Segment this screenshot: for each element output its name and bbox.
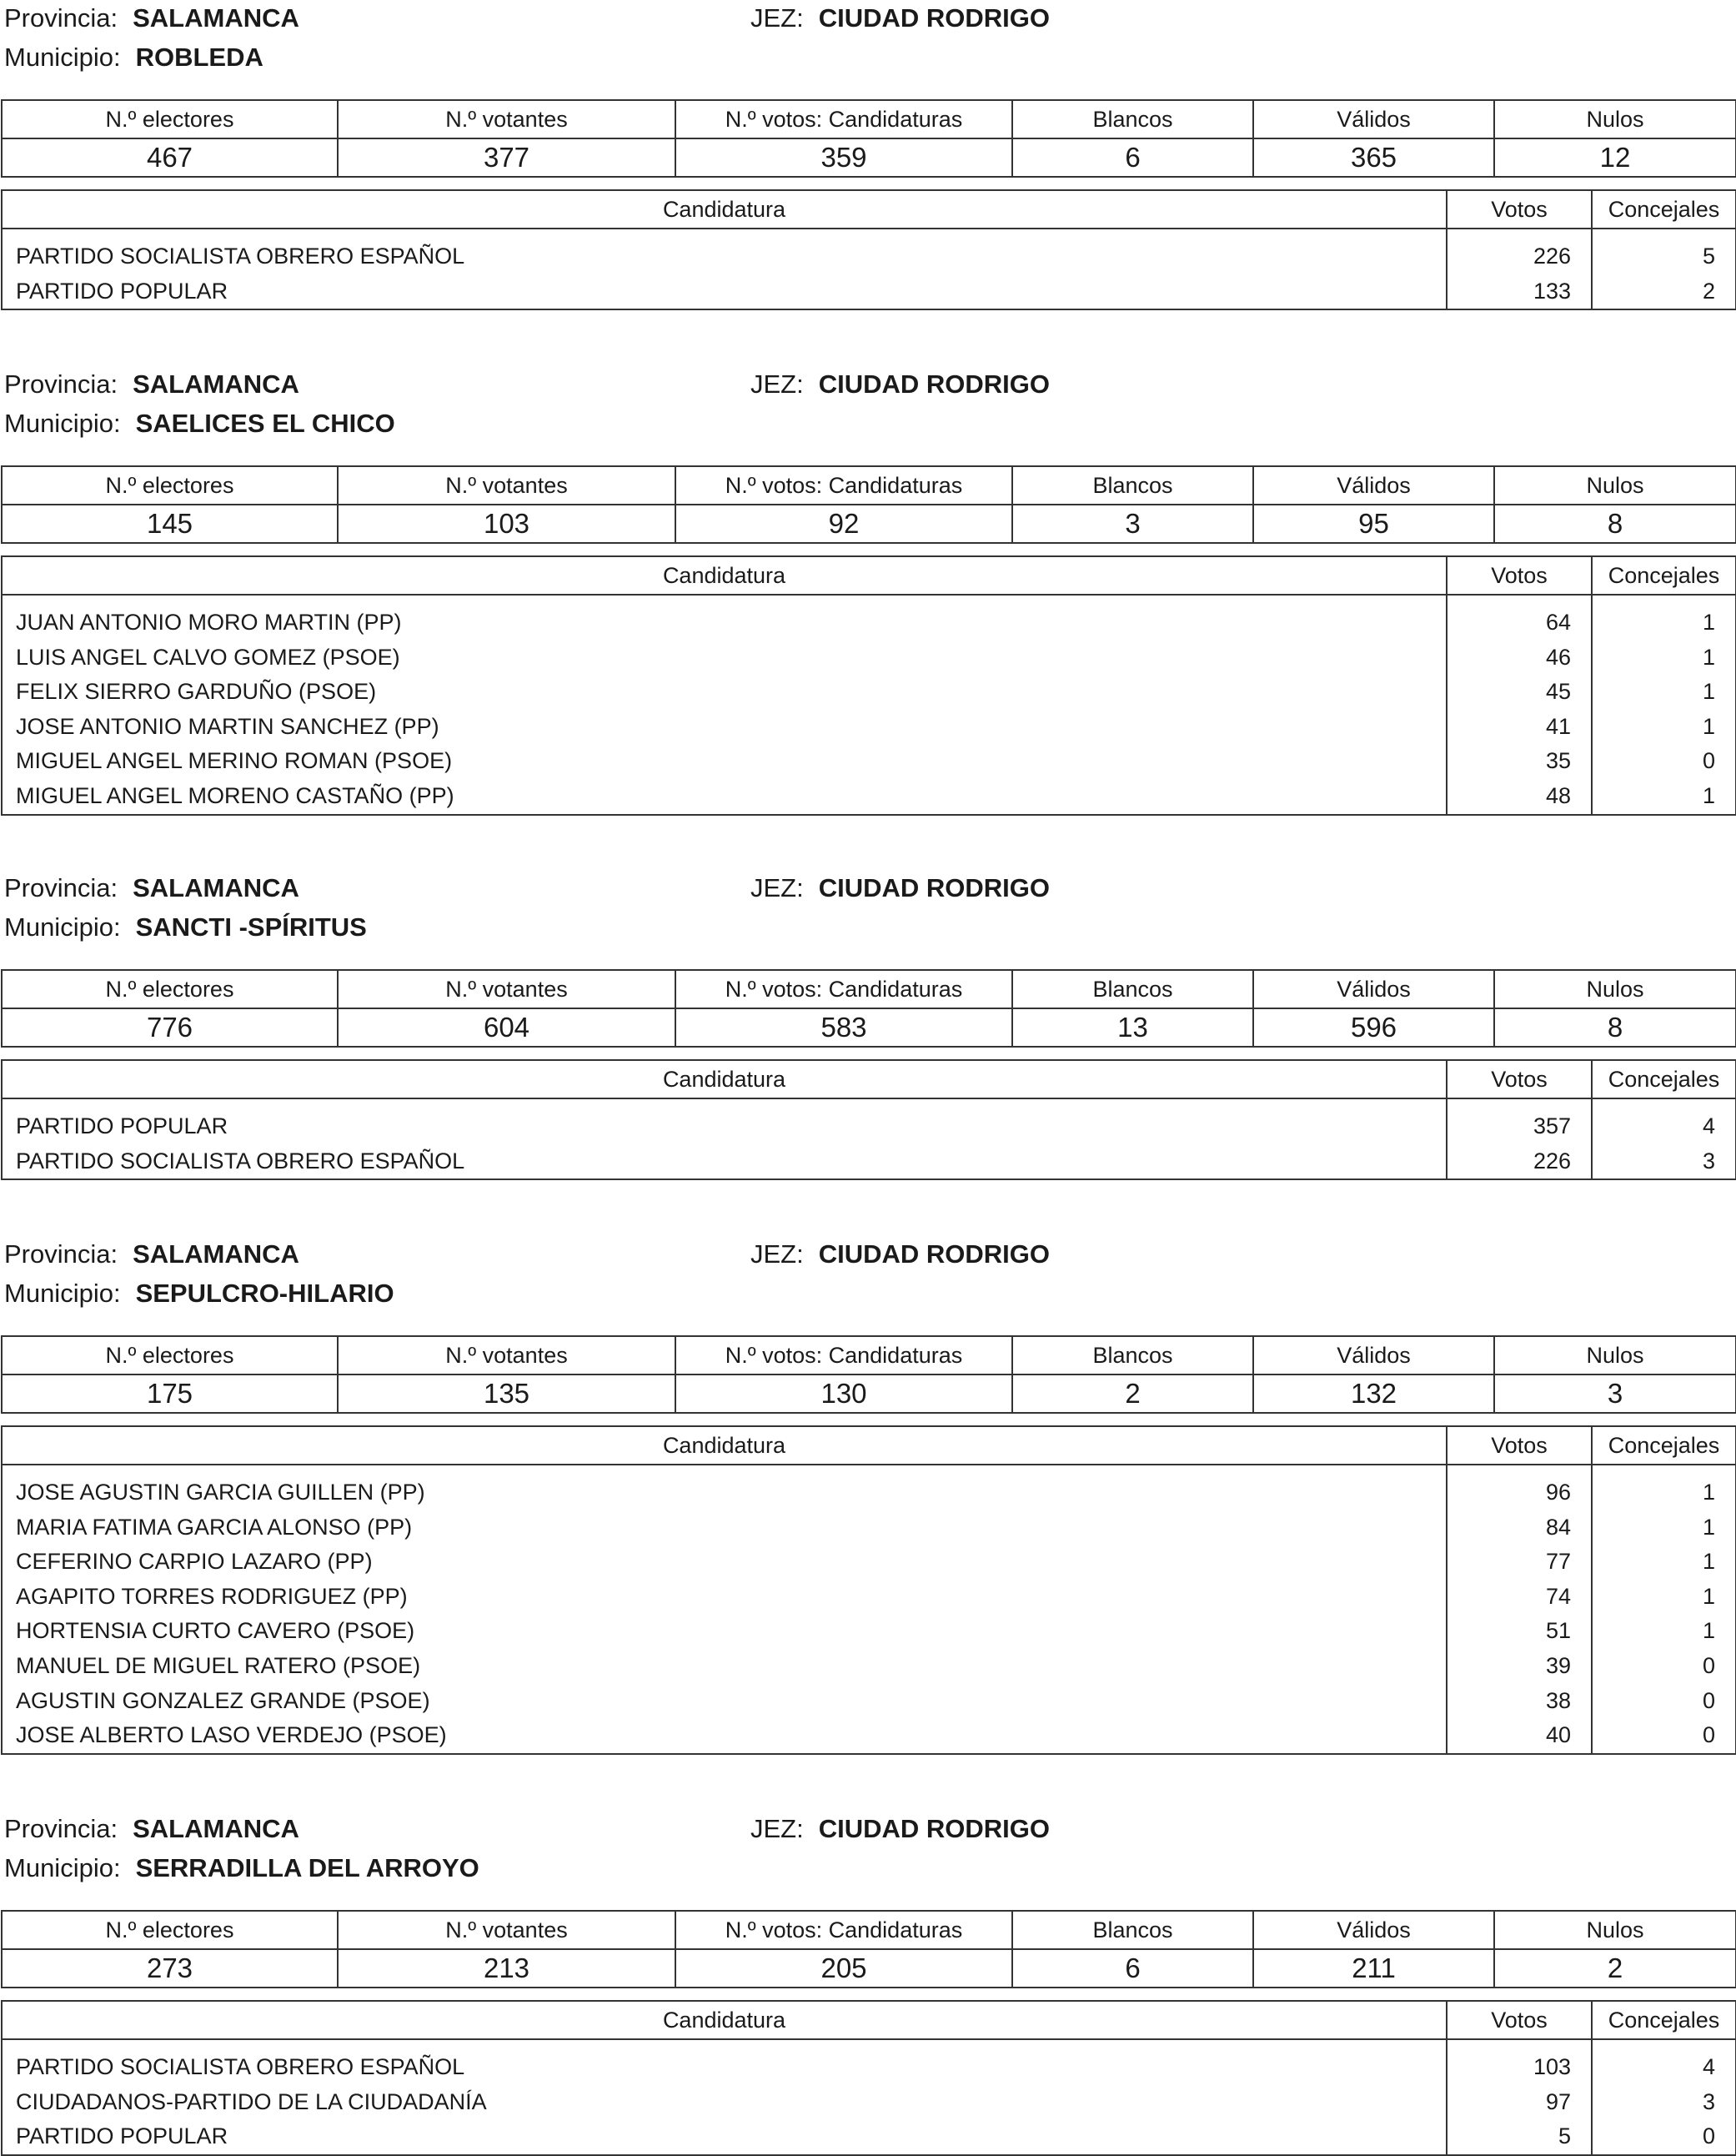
stats-table: [1, 1335, 1736, 1414]
stats-header-validos: Válidos: [1253, 100, 1494, 138]
candidatura-concejales: 0: [1592, 744, 1736, 779]
candidatura-concejales: 1: [1592, 1510, 1736, 1545]
stats-value-nulos: 8: [1494, 505, 1736, 543]
candidatura-concejales: 0: [1592, 1649, 1736, 1684]
candidatura-name: FELIX SIERRO GARDUÑO (PSOE): [2, 675, 1447, 710]
stats-value-electores: 273: [2, 1949, 338, 1988]
candidaturas-table: [1, 555, 1736, 816]
municipio-line: [4, 1853, 479, 1883]
jez-line: [750, 873, 1050, 903]
header-votos: Votos: [1447, 190, 1592, 229]
stats-value-votos_candidaturas: 92: [675, 505, 1012, 543]
spacer-cell: [2, 1098, 1447, 1109]
candidatura-name: MIGUEL ANGEL MERINO ROMAN (PSOE): [2, 744, 1447, 779]
stats-header-nulos: Nulos: [1494, 100, 1736, 138]
candidatura-votos: 46: [1447, 641, 1592, 676]
stats-value-row: [2, 505, 1736, 543]
stats-value-electores: 467: [2, 138, 338, 177]
candidatura-votos: 97: [1447, 2085, 1592, 2120]
candidatura-row: [2, 710, 1736, 745]
stats-header-votos_candidaturas: N.º votos: Candidaturas: [675, 1336, 1012, 1375]
spacer-cell: [1592, 595, 1736, 606]
provincia-value: SALAMANCA: [133, 1239, 299, 1269]
stats-header-blancos: Blancos: [1012, 1336, 1253, 1375]
spacer-row: [2, 1098, 1736, 1109]
spacer-cell: [1447, 2039, 1592, 2050]
header-concejales: Concejales: [1592, 190, 1736, 229]
candidaturas-table: [1, 189, 1736, 310]
candidatura-name: HORTENSIA CURTO CAVERO (PSOE): [2, 1614, 1447, 1649]
stats-value-votos_candidaturas: 359: [675, 138, 1012, 177]
stats-header-row: [2, 100, 1736, 138]
stats-header-blancos: Blancos: [1012, 466, 1253, 505]
candidatura-votos: 357: [1447, 1109, 1592, 1144]
spacer-cell: [1447, 1465, 1592, 1475]
jez-line: [750, 3, 1050, 33]
municipio-label: Municipio:: [4, 1279, 121, 1308]
municipio-label: Municipio:: [4, 43, 121, 72]
municipio-name: SANCTI -SPÍRITUS: [135, 912, 367, 942]
stats-value-validos: 95: [1253, 505, 1494, 543]
provincia-label: Provincia:: [4, 369, 118, 399]
candidatura-row: [2, 274, 1736, 310]
header-candidatura: Candidatura: [2, 1426, 1447, 1465]
stats-value-votantes: 604: [338, 1008, 675, 1047]
stats-value-validos: 365: [1253, 138, 1494, 177]
candidatura-concejales: 1: [1592, 1545, 1736, 1580]
header-votos: Votos: [1447, 1060, 1592, 1098]
stats-value-blancos: 2: [1012, 1375, 1253, 1413]
municipio-line: [4, 912, 367, 942]
candidatura-votos: 84: [1447, 1510, 1592, 1545]
stats-header-votantes: N.º votantes: [338, 1911, 675, 1949]
candidatura-row: [2, 1545, 1736, 1580]
provincia-label: Provincia:: [4, 873, 118, 902]
candidatura-row: [2, 1475, 1736, 1510]
spacer-cell: [1447, 229, 1592, 239]
candidatura-concejales: 1: [1592, 641, 1736, 676]
stats-header-votos_candidaturas: N.º votos: Candidaturas: [675, 100, 1012, 138]
stats-header-blancos: Blancos: [1012, 100, 1253, 138]
candidatura-row: [2, 2119, 1736, 2155]
stats-value-nulos: 12: [1494, 138, 1736, 177]
municipio-label: Municipio:: [4, 409, 121, 438]
candidatura-votos: 226: [1447, 1144, 1592, 1180]
candidatura-votos: 103: [1447, 2050, 1592, 2085]
provincia-line: [4, 1239, 299, 1269]
candidatura-row: [2, 675, 1736, 710]
spacer-cell: [1592, 1098, 1736, 1109]
stats-header-blancos: Blancos: [1012, 1911, 1253, 1949]
stats-header-row: [2, 466, 1736, 505]
header-votos: Votos: [1447, 556, 1592, 595]
provincia-line: [4, 1814, 299, 1844]
stats-value-blancos: 6: [1012, 1949, 1253, 1988]
header-candidatura: Candidatura: [2, 190, 1447, 229]
stats-value-row: [2, 1008, 1736, 1047]
candidatura-concejales: 4: [1592, 1109, 1736, 1144]
stats-value-row: [2, 1949, 1736, 1988]
candidatura-row: [2, 1580, 1736, 1615]
candidatura-row: [2, 606, 1736, 641]
stats-header-validos: Válidos: [1253, 466, 1494, 505]
stats-header-electores: N.º electores: [2, 466, 338, 505]
candidatura-row: [2, 2050, 1736, 2085]
spacer-cell: [1592, 2039, 1736, 2050]
header-concejales: Concejales: [1592, 1060, 1736, 1098]
provincia-value: SALAMANCA: [133, 873, 299, 902]
stats-header-row: [2, 1336, 1736, 1375]
candidaturas-header-row: [2, 556, 1736, 595]
stats-header-validos: Válidos: [1253, 970, 1494, 1008]
stats-header-row: [2, 1911, 1736, 1949]
jez-label: JEZ:: [750, 369, 804, 399]
candidatura-name: LUIS ANGEL CALVO GOMEZ (PSOE): [2, 641, 1447, 676]
spacer-cell: [1447, 1098, 1592, 1109]
municipio-line: [4, 43, 263, 73]
stats-value-votantes: 377: [338, 138, 675, 177]
candidatura-concejales: 0: [1592, 2119, 1736, 2155]
jez-value: CIUDAD RODRIGO: [818, 3, 1051, 33]
candidatura-row: [2, 641, 1736, 676]
candidatura-name: AGUSTIN GONZALEZ GRANDE (PSOE): [2, 1684, 1447, 1719]
municipio-label: Municipio:: [4, 912, 121, 942]
provincia-line: [4, 873, 299, 903]
candidatura-concejales: 2: [1592, 274, 1736, 310]
provincia-value: SALAMANCA: [133, 1814, 299, 1843]
header-votos: Votos: [1447, 1426, 1592, 1465]
candidatura-row: [2, 1649, 1736, 1684]
spacer-row: [2, 2039, 1736, 2050]
jez-value: CIUDAD RODRIGO: [818, 369, 1051, 399]
jez-line: [750, 1239, 1050, 1269]
candidatura-name: MARIA FATIMA GARCIA ALONSO (PP): [2, 1510, 1447, 1545]
candidatura-name: PARTIDO SOCIALISTA OBRERO ESPAÑOL: [2, 2050, 1447, 2085]
candidatura-name: JUAN ANTONIO MORO MARTIN (PP): [2, 606, 1447, 641]
candidatura-votos: 96: [1447, 1475, 1592, 1510]
candidatura-votos: 64: [1447, 606, 1592, 641]
candidatura-concejales: 1: [1592, 606, 1736, 641]
stats-header-votos_candidaturas: N.º votos: Candidaturas: [675, 466, 1012, 505]
candidatura-concejales: 1: [1592, 710, 1736, 745]
candidaturas-table: [1, 1059, 1736, 1180]
stats-value-votantes: 135: [338, 1375, 675, 1413]
stats-value-validos: 596: [1253, 1008, 1494, 1047]
candidaturas-table: [1, 2000, 1736, 2156]
spacer-row: [2, 229, 1736, 239]
municipio-line: [4, 409, 395, 439]
candidatura-votos: 226: [1447, 239, 1592, 274]
candidatura-name: PARTIDO POPULAR: [2, 1109, 1447, 1144]
spacer-cell: [1447, 595, 1592, 606]
municipio-name: SAELICES EL CHICO: [135, 409, 395, 438]
candidatura-name: JOSE AGUSTIN GARCIA GUILLEN (PP): [2, 1475, 1447, 1510]
candidatura-concejales: 1: [1592, 675, 1736, 710]
stats-header-votos_candidaturas: N.º votos: Candidaturas: [675, 970, 1012, 1008]
candidatura-name: PARTIDO POPULAR: [2, 274, 1447, 310]
candidatura-votos: 39: [1447, 1649, 1592, 1684]
stats-header-electores: N.º electores: [2, 100, 338, 138]
candidatura-row: [2, 1144, 1736, 1180]
candidatura-votos: 74: [1447, 1580, 1592, 1615]
candidaturas-header-row: [2, 1060, 1736, 1098]
stats-header-blancos: Blancos: [1012, 970, 1253, 1008]
jez-label: JEZ:: [750, 873, 804, 902]
stats-header-nulos: Nulos: [1494, 970, 1736, 1008]
header-concejales: Concejales: [1592, 2001, 1736, 2039]
candidatura-concejales: 1: [1592, 1475, 1736, 1510]
stats-value-electores: 776: [2, 1008, 338, 1047]
stats-value-nulos: 8: [1494, 1008, 1736, 1047]
candidatura-name: MANUEL DE MIGUEL RATERO (PSOE): [2, 1649, 1447, 1684]
candidatura-row: [2, 779, 1736, 815]
candidatura-row: [2, 1614, 1736, 1649]
provincia-label: Provincia:: [4, 3, 118, 33]
candidatura-concejales: 1: [1592, 1614, 1736, 1649]
stats-table: [1, 1910, 1736, 1988]
candidatura-concejales: 1: [1592, 1580, 1736, 1615]
stats-value-electores: 175: [2, 1375, 338, 1413]
spacer-cell: [2, 2039, 1447, 2050]
provincia-label: Provincia:: [4, 1239, 118, 1269]
candidatura-row: [2, 1510, 1736, 1545]
stats-value-nulos: 2: [1494, 1949, 1736, 1988]
stats-value-votos_candidaturas: 205: [675, 1949, 1012, 1988]
stats-header-votantes: N.º votantes: [338, 970, 675, 1008]
stats-value-row: [2, 1375, 1736, 1413]
candidatura-name: AGAPITO TORRES RODRIGUEZ (PP): [2, 1580, 1447, 1615]
candidaturas-header-row: [2, 190, 1736, 229]
candidatura-votos: 40: [1447, 1718, 1592, 1754]
candidaturas-header-row: [2, 1426, 1736, 1465]
header-candidatura: Candidatura: [2, 556, 1447, 595]
spacer-row: [2, 1465, 1736, 1475]
spacer-cell: [1592, 229, 1736, 239]
candidatura-concejales: 4: [1592, 2050, 1736, 2085]
candidatura-name: PARTIDO POPULAR: [2, 2119, 1447, 2155]
provincia-value: SALAMANCA: [133, 3, 299, 33]
spacer-cell: [1592, 1465, 1736, 1475]
jez-label: JEZ:: [750, 1814, 804, 1843]
provincia-line: [4, 3, 299, 33]
jez-label: JEZ:: [750, 1239, 804, 1269]
stats-header-electores: N.º electores: [2, 1911, 338, 1949]
candidatura-row: [2, 1684, 1736, 1719]
candidatura-row: [2, 2085, 1736, 2120]
stats-value-nulos: 3: [1494, 1375, 1736, 1413]
stats-header-nulos: Nulos: [1494, 1911, 1736, 1949]
candidatura-name: CIUDADANOS-PARTIDO DE LA CIUDADANÍA: [2, 2085, 1447, 2120]
candidatura-row: [2, 1109, 1736, 1144]
municipio-line: [4, 1279, 394, 1309]
stats-value-votos_candidaturas: 130: [675, 1375, 1012, 1413]
candidatura-row: [2, 239, 1736, 274]
stats-value-validos: 211: [1253, 1949, 1494, 1988]
stats-table: [1, 969, 1736, 1048]
stats-header-nulos: Nulos: [1494, 1336, 1736, 1375]
stats-header-validos: Válidos: [1253, 1911, 1494, 1949]
municipio-label: Municipio:: [4, 1853, 121, 1882]
stats-value-blancos: 3: [1012, 505, 1253, 543]
candidatura-votos: 35: [1447, 744, 1592, 779]
stats-value-blancos: 6: [1012, 138, 1253, 177]
stats-header-electores: N.º electores: [2, 1336, 338, 1375]
stats-header-votos_candidaturas: N.º votos: Candidaturas: [675, 1911, 1012, 1949]
candidatura-votos: 45: [1447, 675, 1592, 710]
stats-header-votantes: N.º votantes: [338, 466, 675, 505]
candidatura-name: JOSE ANTONIO MARTIN SANCHEZ (PP): [2, 710, 1447, 745]
stats-value-validos: 132: [1253, 1375, 1494, 1413]
jez-value: CIUDAD RODRIGO: [818, 1239, 1051, 1269]
header-candidatura: Candidatura: [2, 1060, 1447, 1098]
candidatura-concejales: 5: [1592, 239, 1736, 274]
jez-label: JEZ:: [750, 3, 804, 33]
stats-table: [1, 99, 1736, 178]
candidatura-name: JOSE ALBERTO LASO VERDEJO (PSOE): [2, 1718, 1447, 1754]
header-concejales: Concejales: [1592, 556, 1736, 595]
stats-value-votos_candidaturas: 583: [675, 1008, 1012, 1047]
candidatura-votos: 5: [1447, 2119, 1592, 2155]
spacer-cell: [2, 229, 1447, 239]
candidatura-name: PARTIDO SOCIALISTA OBRERO ESPAÑOL: [2, 239, 1447, 274]
candidatura-concejales: 0: [1592, 1684, 1736, 1719]
spacer-cell: [2, 1465, 1447, 1475]
provincia-value: SALAMANCA: [133, 369, 299, 399]
stats-value-row: [2, 138, 1736, 177]
stats-value-votantes: 213: [338, 1949, 675, 1988]
candidaturas-header-row: [2, 2001, 1736, 2039]
candidatura-concejales: 3: [1592, 1144, 1736, 1180]
stats-header-votantes: N.º votantes: [338, 1336, 675, 1375]
candidatura-votos: 38: [1447, 1684, 1592, 1719]
provincia-label: Provincia:: [4, 1814, 118, 1843]
candidatura-name: CEFERINO CARPIO LAZARO (PP): [2, 1545, 1447, 1580]
header-concejales: Concejales: [1592, 1426, 1736, 1465]
candidatura-concejales: 3: [1592, 2085, 1736, 2120]
candidatura-votos: 41: [1447, 710, 1592, 745]
spacer-row: [2, 595, 1736, 606]
jez-value: CIUDAD RODRIGO: [818, 1814, 1051, 1843]
stats-table: [1, 465, 1736, 544]
stats-value-electores: 145: [2, 505, 338, 543]
candidatura-votos: 51: [1447, 1614, 1592, 1649]
provincia-line: [4, 369, 299, 400]
header-votos: Votos: [1447, 2001, 1592, 2039]
stats-header-votantes: N.º votantes: [338, 100, 675, 138]
jez-line: [750, 1814, 1050, 1844]
spacer-cell: [2, 595, 1447, 606]
candidatura-name: PARTIDO SOCIALISTA OBRERO ESPAÑOL: [2, 1144, 1447, 1180]
candidatura-concejales: 1: [1592, 779, 1736, 815]
header-candidatura: Candidatura: [2, 2001, 1447, 2039]
jez-value: CIUDAD RODRIGO: [818, 873, 1051, 902]
candidatura-name: MIGUEL ANGEL MORENO CASTAÑO (PP): [2, 779, 1447, 815]
stats-value-votantes: 103: [338, 505, 675, 543]
jez-line: [750, 369, 1050, 400]
stats-header-electores: N.º electores: [2, 970, 338, 1008]
municipio-name: ROBLEDA: [135, 43, 263, 72]
stats-header-nulos: Nulos: [1494, 466, 1736, 505]
candidatura-row: [2, 1718, 1736, 1754]
stats-header-row: [2, 970, 1736, 1008]
candidatura-votos: 48: [1447, 779, 1592, 815]
candidatura-votos: 133: [1447, 274, 1592, 310]
candidatura-concejales: 0: [1592, 1718, 1736, 1754]
stats-header-validos: Válidos: [1253, 1336, 1494, 1375]
stats-value-blancos: 13: [1012, 1008, 1253, 1047]
candidaturas-table: [1, 1425, 1736, 1755]
municipio-name: SERRADILLA DEL ARROYO: [135, 1853, 479, 1882]
candidatura-row: [2, 744, 1736, 779]
municipio-name: SEPULCRO-HILARIO: [135, 1279, 394, 1308]
candidatura-votos: 77: [1447, 1545, 1592, 1580]
